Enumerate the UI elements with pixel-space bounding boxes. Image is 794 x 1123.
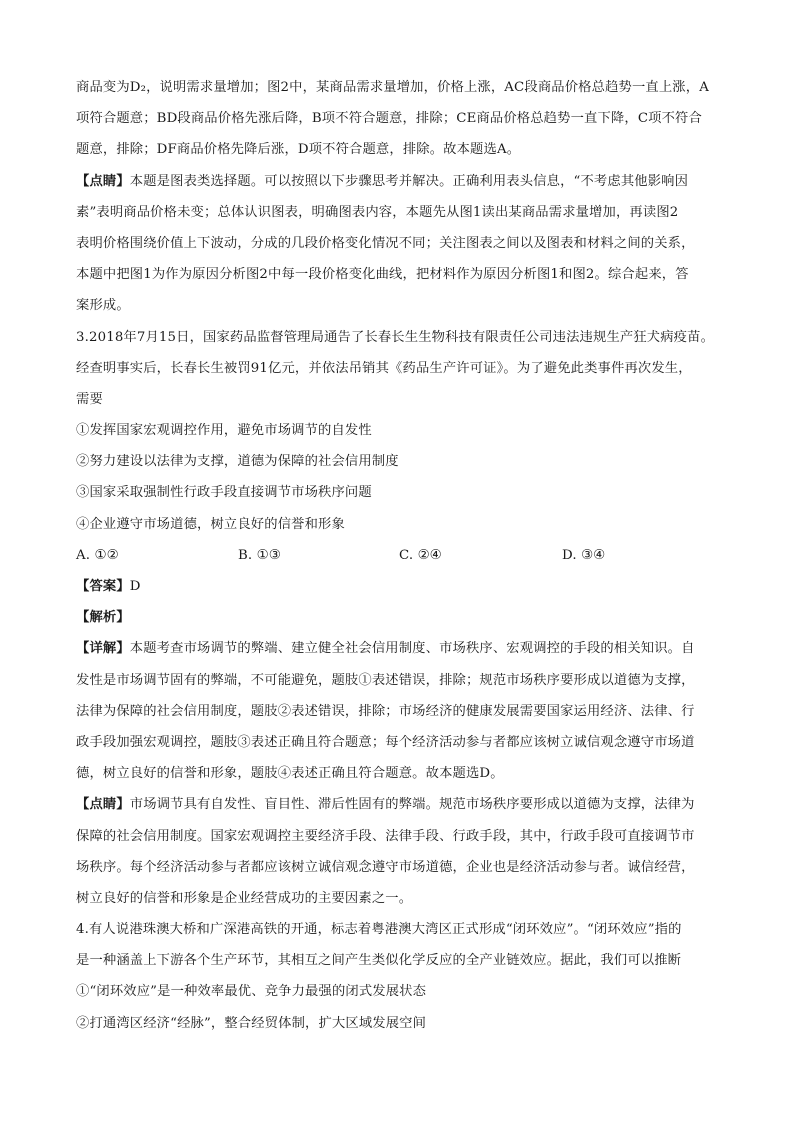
text-line: 题意，排除；DF商品价格先降后涨，D项不符合题意，排除。故本题选A。 <box>76 142 521 158</box>
text-line: 素”表明商品价格未变；总体认识图表，明确图表内容，本题先从图1读出某商品需求量增加，再读图2 <box>76 204 679 220</box>
commentary-paragraph <box>76 795 728 826</box>
analysis-heading <box>76 608 728 639</box>
text-span: 本题是图表类选择题。可以按照以下步骤思考并解决。正确利用表头信息，“不考虑其他影响因 <box>129 173 689 189</box>
text-line: 本题中把图1为作为原因分析图2中每一段价格变化曲线，把材料作为原因分析图1和图2。综合起来，答 <box>76 267 689 283</box>
question-3-stem: 3.2018年7月15日，国家药品监督管理局通告了长春长生生物科技有限责任公司违法违规生产狂犬病疫苗。 <box>76 329 715 345</box>
text-span: 本题考查市场调节的弊端、建立健全社会信用制度、市场秩序、宏观调控的手段的相关知识。自 <box>129 641 695 657</box>
text-line: 德，树立良好的信誉和形象，题肢④表述正确且符合题意。故本题选D。 <box>76 766 504 782</box>
text-line: 场秩序。每个经济活动参与者都应该树立诚信观念遵守市场道德，企业也是经济活动参与者。诚信经营， <box>76 859 695 875</box>
commentary-label: 【点睛】 <box>76 797 130 813</box>
analysis-label: 【解析】 <box>76 610 130 626</box>
statement-1: ①“闭环效应”是一种效率最优、竞争力最强的闭式发展状态 <box>76 984 427 1000</box>
answer-options <box>76 546 728 577</box>
statement-2: ②打通湾区经济“经脉”，整合经贸体制，扩大区域发展空间 <box>76 1015 427 1031</box>
text-line: 发性是市场调节固有的弊端，不可能避免，题肢①表述错误，排除；规范市场秩序要形成以道德为支撑， <box>76 672 695 688</box>
text-line: 保障的社会信用制度。国家宏观调控主要经济手段、法律手段、行政手段，其中，行政手段可直接调节市 <box>76 828 695 844</box>
text-line: 树立良好的信誉和形象是企业经营成功的主要因素之一。 <box>76 890 413 906</box>
statement-1: ①发挥国家宏观调控作用，避免市场调节的自发性 <box>76 423 372 439</box>
commentary-paragraph <box>76 172 728 203</box>
text-line: 商品变为D₂，说明需求量增加；图2中，某商品需求量增加，价格上涨，AC段商品价格总趋势一直上涨，A <box>76 80 709 95</box>
text-line: 是一种涵盖上下游各个生产环节，其相互之间产生类似化学反应的全产业链效应。据此，我们可以推断 <box>76 953 682 969</box>
text-line: 经查明事实后，长春长生被罚91亿元，并依法吊销其《药品生产许可证》。为了避免此类事件再次发生， <box>76 360 692 376</box>
text-line: 表明价格围绕价值上下波动，分成的几段价格变化情况不同；关注图表之间以及图表和材料之间的关系， <box>76 235 695 251</box>
text-line: 需要 <box>76 391 103 407</box>
option-d: D. ③④ <box>562 547 606 563</box>
option-a: A. ①② <box>76 547 119 563</box>
question-4-stem: 4.有人说港珠澳大桥和广深港高铁的开通，标志着粤港澳大湾区正式形成“闭环效应”。“闭环效应”指的 <box>76 922 682 938</box>
answer-line <box>76 577 728 608</box>
text-span: 市场调节具有自发性、盲目性、滞后性固有的弊端。规范市场秩序要形成以道德为支撑，法律为 <box>129 797 695 813</box>
statement-3: ③国家采取强制性行政手段直接调节市场秩序问题 <box>76 485 372 501</box>
text-line: 案形成。 <box>76 298 130 314</box>
text-line: 政手段加强宏观调控，题肢③表述正确且符合题意；每个经济活动参与者都应该树立诚信观念遵守市场道 <box>76 734 695 750</box>
explanation-paragraph <box>76 639 728 670</box>
text-line: 法律为保障的社会信用制度，题肢②表述错误，排除；市场经济的健康发展需要国家运用经济、法律、行 <box>76 703 695 719</box>
option-c: C. ②④ <box>399 547 442 563</box>
option-b: B. ①③ <box>238 547 281 563</box>
text-line: 项符合题意；BD段商品价格先涨后降，B项不符合题意，排除；CE商品价格总趋势一直下降，C项不符合 <box>76 111 702 127</box>
statement-2: ②努力建设以法律为支撑，道德为保障的社会信用制度 <box>76 454 399 470</box>
commentary-label: 【点睛】 <box>76 173 130 189</box>
document-page <box>76 78 728 1045</box>
answer-value: D <box>129 579 141 594</box>
statement-4: ④企业遵守市场道德，树立良好的信誉和形象 <box>76 516 345 532</box>
answer-label: 【答案】 <box>76 579 130 594</box>
explanation-label: 【详解】 <box>76 641 130 657</box>
